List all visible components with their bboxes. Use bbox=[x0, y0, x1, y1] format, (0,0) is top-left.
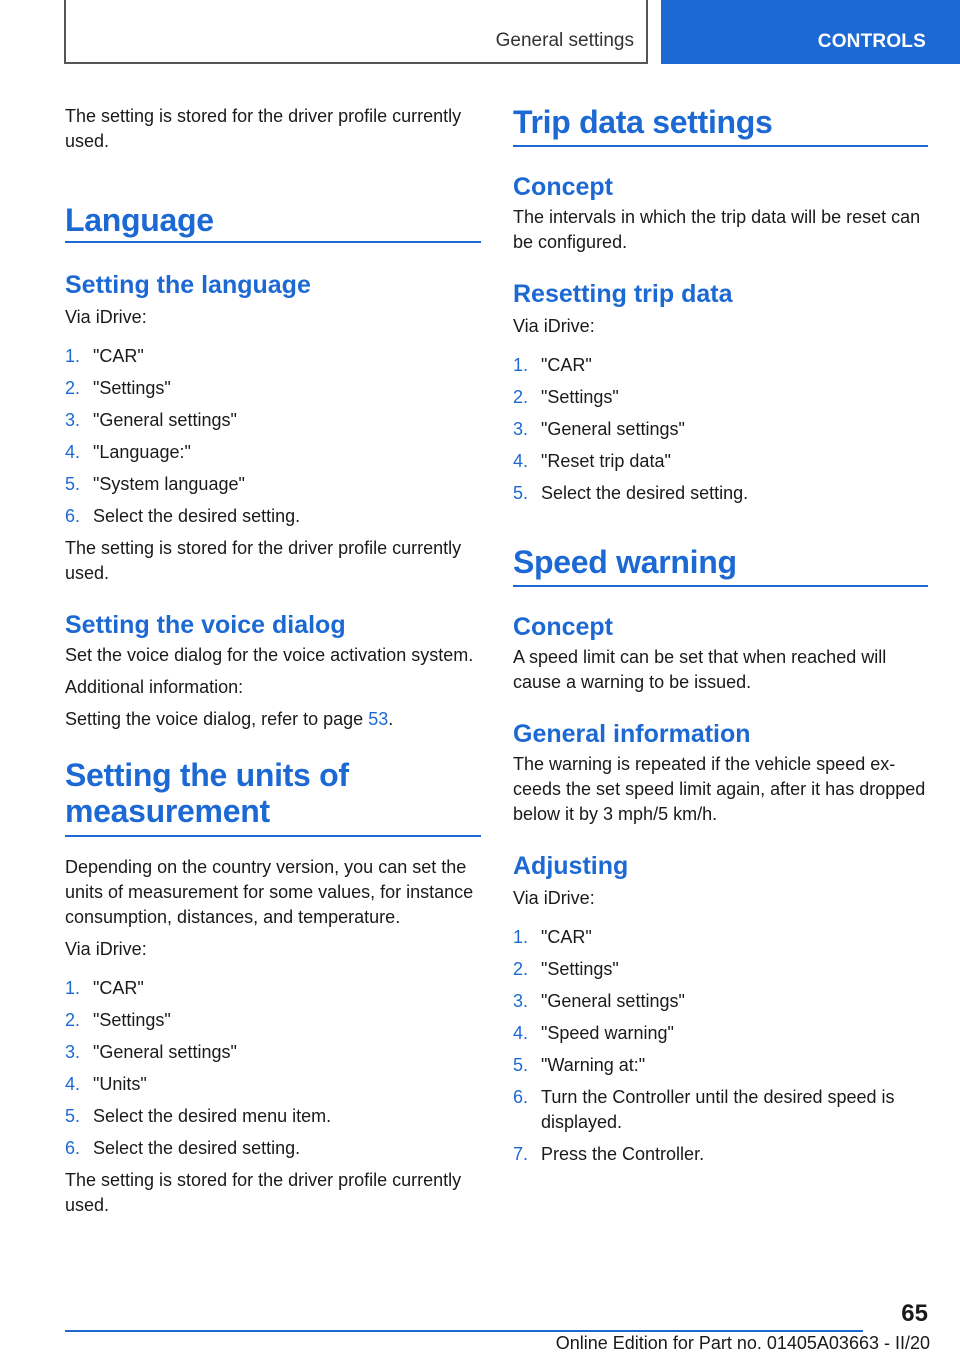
left-column bbox=[65, 104, 481, 1218]
header-chapter-tab bbox=[661, 0, 960, 64]
heading-voice-dialog: Setting the voice dialog bbox=[65, 611, 346, 639]
list-item: 1. "CAR" bbox=[65, 978, 144, 998]
heading-speed-warning: Speed warning bbox=[513, 544, 928, 587]
units-text: Depending on the country version, you can set the units of measurement for some values, for instance consumption, distances, and temperature. bbox=[65, 857, 474, 927]
header-chapter-title: CONTROLS bbox=[817, 31, 926, 52]
list-item: 4. "Reset trip data" bbox=[513, 451, 671, 471]
additional-info-label: Additional information: bbox=[65, 677, 244, 697]
header-section-box bbox=[64, 0, 648, 64]
heading-trip-data: Trip data settings bbox=[513, 104, 928, 147]
list-item: 1. "CAR" bbox=[513, 355, 592, 375]
list-item: 2. "Settings" bbox=[513, 387, 619, 407]
list-item: 4. "Units" bbox=[65, 1074, 147, 1094]
heading-setting-language: Setting the language bbox=[65, 271, 311, 299]
footer-edition: Online Edition for Part no. 01405A03663 - II/20 bbox=[555, 1333, 930, 1353]
heading-adjusting: Adjusting bbox=[513, 852, 629, 880]
list-item: 5. "Warning at:" bbox=[513, 1055, 646, 1075]
voice-dialog-reference: Setting the voice dialog, refer to page 53. bbox=[65, 709, 394, 729]
list-item: 3. "General settings" bbox=[513, 419, 685, 439]
list-item: 5. Select the desired setting. bbox=[513, 483, 749, 503]
list-item: 1. "CAR" bbox=[65, 346, 144, 366]
heading-reset-trip: Resetting trip data bbox=[513, 280, 733, 308]
language-stored-note: The setting is stored for the driver profile currently used. bbox=[65, 538, 462, 583]
list-item: 6. Select the desired setting. bbox=[65, 506, 301, 526]
intro-note: The setting is stored for the driver profile currently used. bbox=[65, 106, 462, 151]
list-item: 3. "General settings" bbox=[65, 410, 237, 430]
via-idrive-text: Via iDrive: bbox=[65, 307, 147, 327]
list-item: 6. Select the desired setting. bbox=[65, 1138, 301, 1158]
list-item: 5. Select the desired menu item. bbox=[65, 1106, 332, 1126]
list-item: 2. "Settings" bbox=[65, 378, 171, 398]
page-number: 65 bbox=[901, 1300, 928, 1327]
trip-concept-text: The intervals in which the trip data will be reset can be configured. bbox=[513, 207, 921, 252]
units-steps-list bbox=[65, 976, 481, 1161]
language-steps-list bbox=[65, 344, 481, 529]
via-idrive-text: Via iDrive: bbox=[65, 939, 147, 959]
list-item: 4. "Language:" bbox=[65, 442, 191, 462]
list-item: 3. "General settings" bbox=[65, 1042, 237, 1062]
units-stored-note: The setting is stored for the driver profile currently used. bbox=[65, 1170, 462, 1215]
voice-dialog-text: Set the voice dialog for the voice activation system. bbox=[65, 645, 474, 665]
list-item: 2. "Settings" bbox=[65, 1010, 171, 1030]
general-info-text: The warning is repeated if the vehicle speed exceeds the set speed limit again, after it has dropped below it by 3 mph/5 km/h. bbox=[513, 754, 926, 824]
speed-concept-text: A speed limit can be set that when reached will cause a warning to be issued. bbox=[513, 647, 887, 692]
heading-general-info: General information bbox=[513, 720, 751, 748]
list-item: 4. "Speed warning" bbox=[513, 1023, 674, 1043]
right-column bbox=[513, 104, 928, 1174]
list-item: 3. "General settings" bbox=[513, 991, 685, 1011]
heading-trip-concept: Concept bbox=[513, 173, 613, 201]
heading-language: Language bbox=[65, 202, 481, 243]
list-item: 1. "CAR" bbox=[513, 927, 592, 947]
list-item: 2. "Settings" bbox=[513, 959, 619, 979]
speed-steps-list bbox=[513, 925, 928, 1167]
list-item: 6. Turn the Controller until the desired speed is displayed. bbox=[513, 1087, 895, 1132]
header-section-title: General settings bbox=[495, 30, 634, 51]
list-item: 5. "System language" bbox=[65, 474, 245, 494]
heading-units: Setting the units of measurement bbox=[65, 757, 481, 837]
via-idrive-text: Via iDrive: bbox=[513, 316, 595, 336]
trip-steps-list bbox=[513, 353, 928, 506]
list-item: 7. Press the Controller. bbox=[513, 1144, 705, 1164]
page-reference-link[interactable]: 53 bbox=[368, 709, 389, 729]
heading-speed-concept: Concept bbox=[513, 613, 613, 641]
via-idrive-text: Via iDrive: bbox=[513, 888, 595, 908]
footer-divider bbox=[65, 1330, 863, 1332]
